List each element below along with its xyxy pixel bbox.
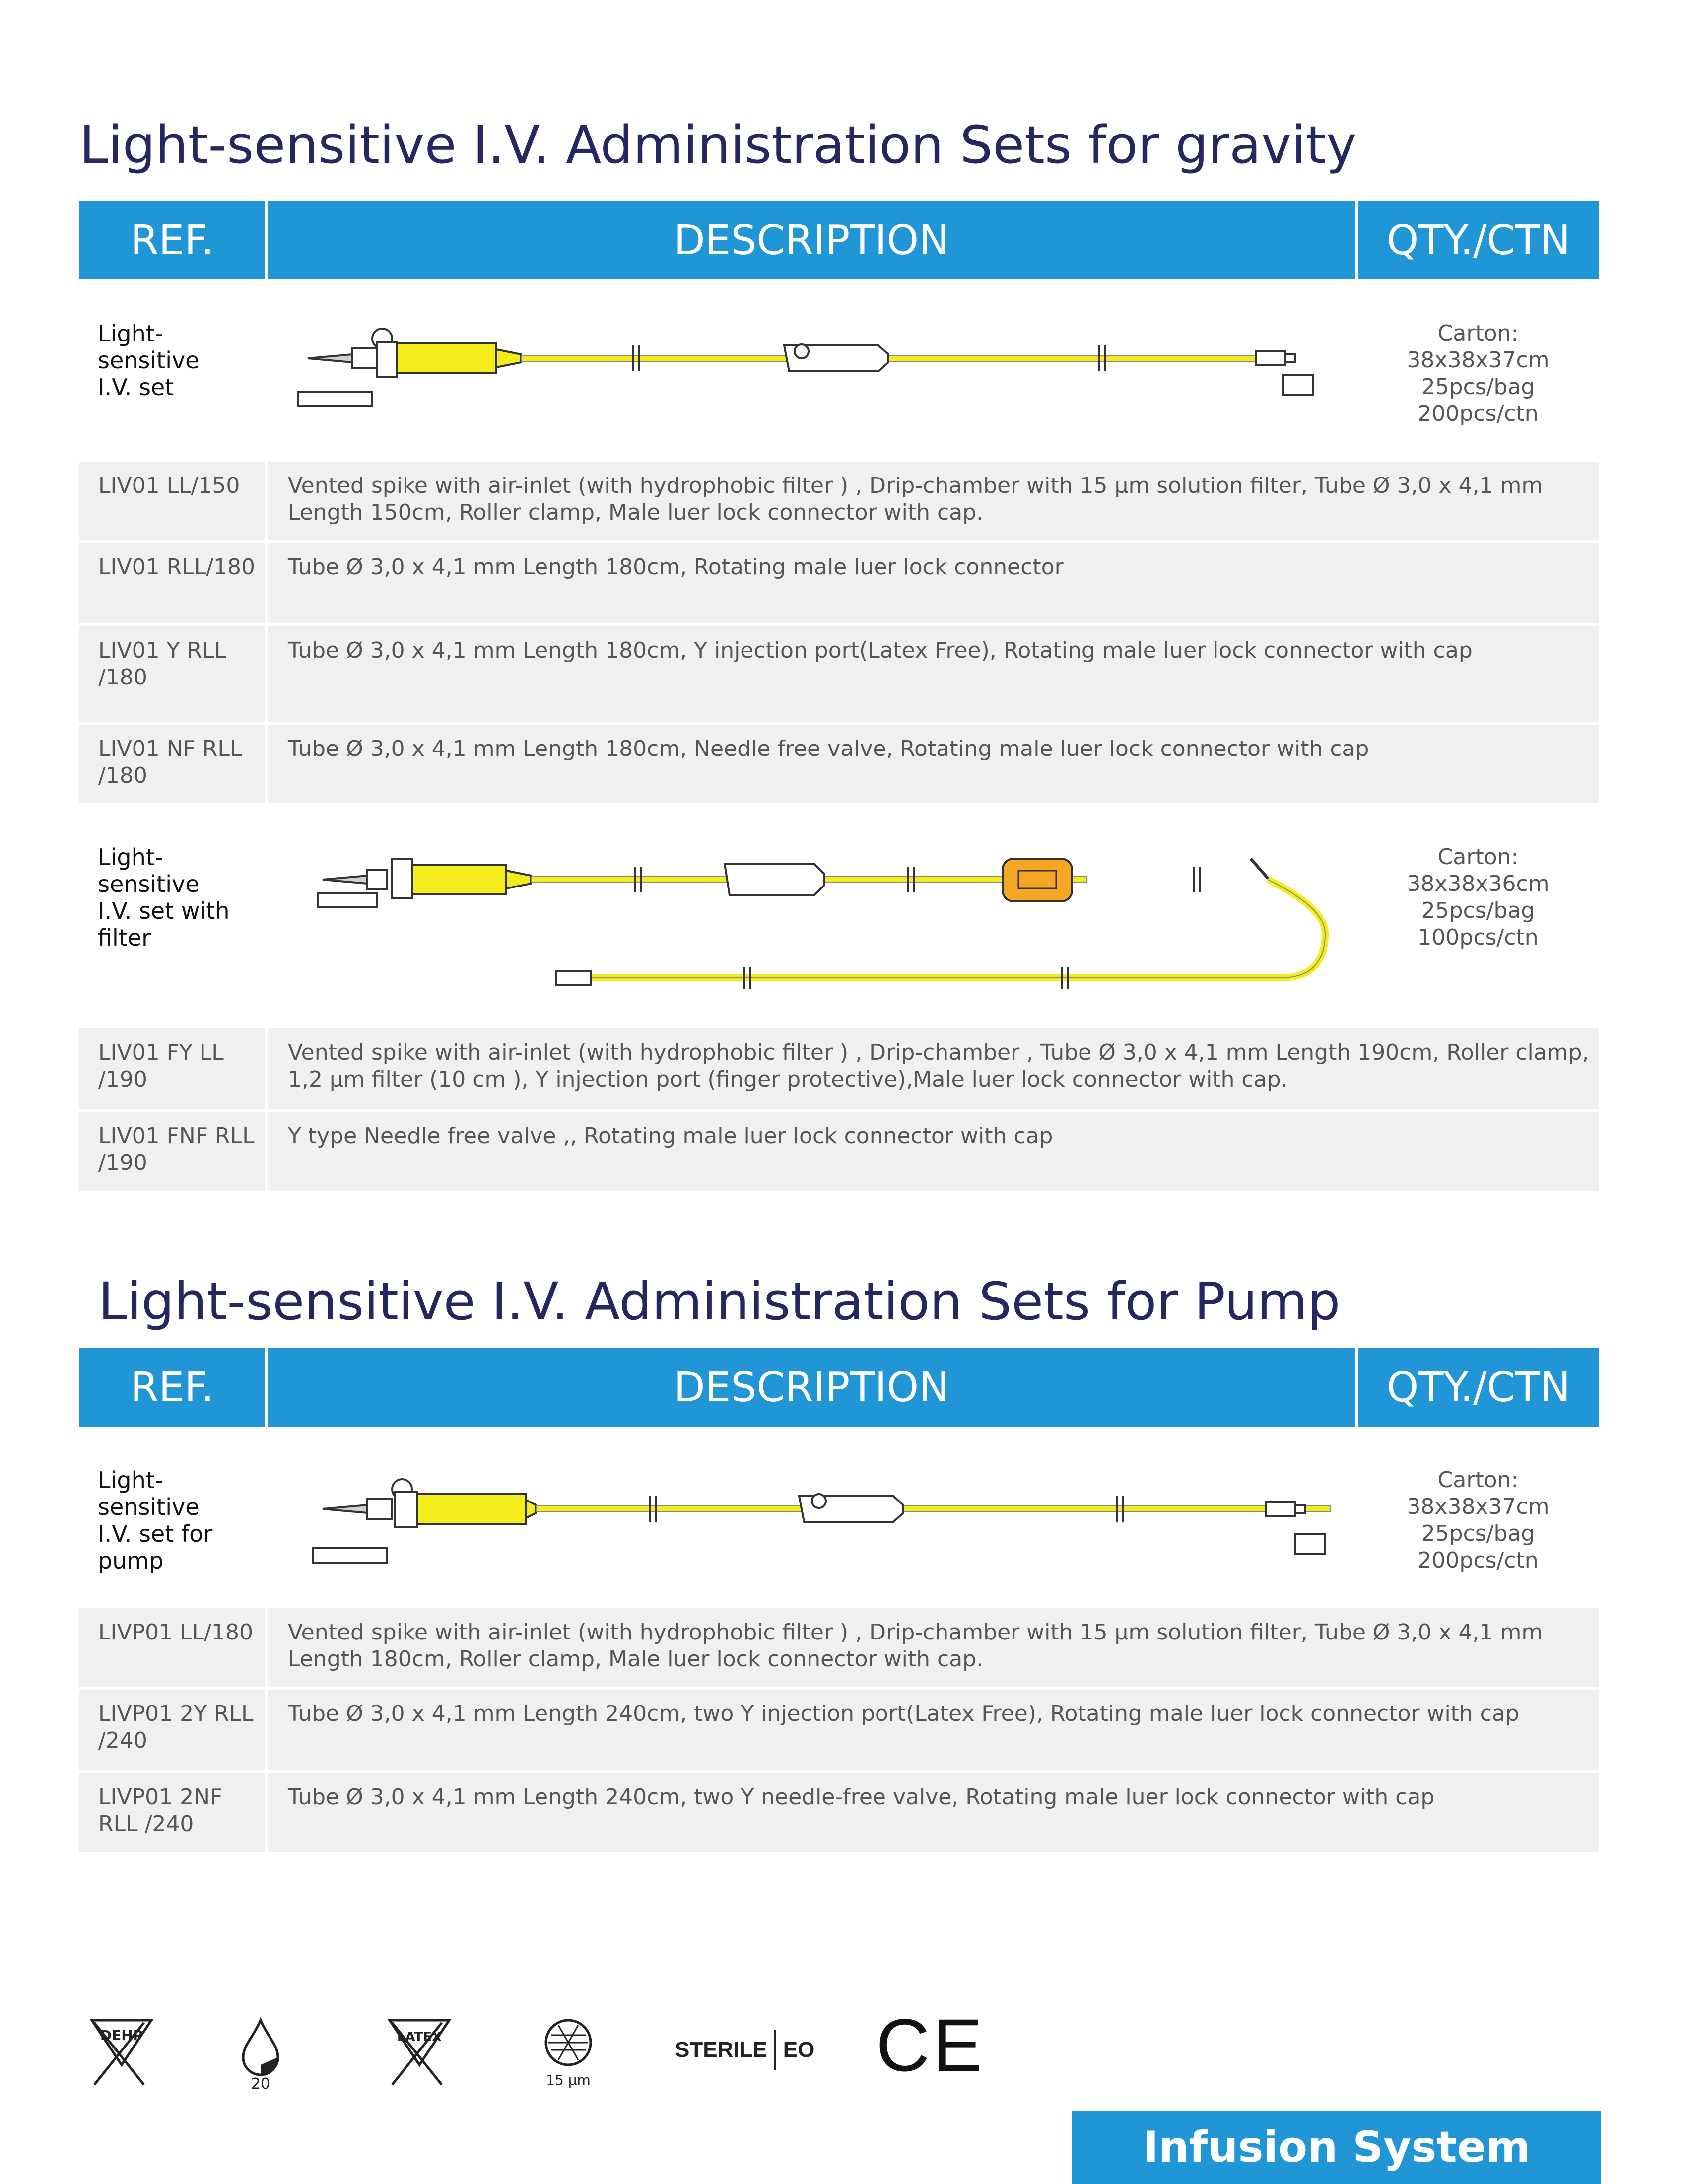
drip-chamber bbox=[417, 1494, 526, 1524]
table-row-ref: LIV01 Y RLL /180 bbox=[79, 626, 265, 722]
eo-label: EO bbox=[783, 2038, 815, 2062]
table-row-desc: Y type Needle free valve ,, Rotating male luer lock connector with cap bbox=[268, 1112, 1599, 1191]
drip-chamber bbox=[412, 865, 506, 894]
dehp-free-icon bbox=[82, 2010, 161, 2090]
table-row-desc: Tube Ø 3,0 x 4,1 mm Length 180cm, Needle free valve, Rotating male luer lock connector with cap bbox=[268, 725, 1599, 803]
table-row-desc: Tube Ø 3,0 x 4,1 mm Length 180cm, Rotating male luer lock connector bbox=[268, 543, 1599, 623]
filter-15um-icon bbox=[536, 2015, 601, 2090]
table-row-ref: LIVP01 LL/180 bbox=[79, 1608, 265, 1687]
qty-info bbox=[1369, 1467, 1587, 1574]
iv-set-pump-drawing bbox=[308, 1459, 1350, 1573]
spike-cap bbox=[298, 392, 372, 406]
table-row-desc: Tube Ø 3,0 x 4,1 mm Length 240cm, two Y injection port(Latex Free), Rotating male luer lock connector with cap bbox=[268, 1690, 1599, 1770]
drip-chamber bbox=[397, 343, 496, 373]
table-row-ref: LIVP01 2Y RLL /240 bbox=[79, 1690, 265, 1770]
roller-clamp bbox=[784, 344, 888, 371]
qty-line: 25pcs/bag bbox=[1421, 898, 1535, 923]
product-name: Light- sensitive I.V. set bbox=[98, 320, 200, 401]
spike bbox=[308, 329, 397, 377]
sterile-divider bbox=[774, 2030, 776, 2070]
qty-line: 25pcs/bag bbox=[1421, 1521, 1535, 1546]
qty-line: 200pcs/ctn bbox=[1418, 1548, 1539, 1573]
luer-connector bbox=[1256, 351, 1285, 365]
table-row-ref: LIV01 FY LL /190 bbox=[79, 1028, 265, 1109]
header-description: DESCRIPTION bbox=[268, 1348, 1355, 1427]
table-row-ref: LIVP01 2NF RLL /240 bbox=[79, 1773, 265, 1852]
cap bbox=[1283, 375, 1313, 395]
svg-text:DEHP: DEHP bbox=[100, 2027, 143, 2044]
header-qty: QTY./CTN bbox=[1358, 1348, 1599, 1427]
product-name: Light- sensitive I.V. set for pump bbox=[98, 1467, 213, 1574]
table-row-ref: LIV01 LL/150 bbox=[79, 462, 265, 540]
svg-text:LATEX: LATEX bbox=[397, 2030, 442, 2045]
luer-connector bbox=[556, 971, 591, 985]
qty-info bbox=[1369, 844, 1587, 951]
iv-set-drawing bbox=[293, 313, 1345, 412]
ce-mark-icon: CE bbox=[876, 2003, 986, 2087]
table-row-desc: Tube Ø 3,0 x 4,1 mm Length 180cm, Y injection port(Latex Free), Rotating male luer lock connector with cap bbox=[268, 626, 1599, 722]
qty-line: 200pcs/ctn bbox=[1418, 401, 1539, 426]
product-name: Light- sensitive I.V. set with filter bbox=[98, 844, 230, 951]
header-ref: REF. bbox=[79, 201, 265, 279]
table-row-ref: LIV01 FNF RLL /190 bbox=[79, 1112, 265, 1191]
table-row-desc: Vented spike with air-inlet (with hydrophobic filter ) , Drip-chamber , Tube Ø 3,0 x 4,1 mm Length 190cm, Roller clamp, 1,2 µm filter (10 cm ), Y injection port (finger protective),Male luer lock connector with cap. bbox=[268, 1028, 1599, 1109]
header-ref: REF. bbox=[79, 1348, 265, 1427]
luer-connector bbox=[1266, 1502, 1295, 1516]
roller-clamp bbox=[725, 864, 824, 895]
section1-title: Light-sensitive I.V. Administration Sets for gravity bbox=[79, 115, 1357, 175]
table-row-desc: Vented spike with air-inlet (with hydrophobic filter ) , Drip-chamber with 15 µm solution filter, Tube Ø 3,0 x 4,1 mm Length 150cm, Roller clamp, Male luer lock connector with cap. bbox=[268, 462, 1599, 540]
table-row-desc: Vented spike with air-inlet (with hydrophobic filter ) , Drip-chamber with 15 µm solution filter, Tube Ø 3,0 x 4,1 mm Length 180cm, Roller clamp, Male luer lock connector with cap. bbox=[268, 1608, 1599, 1687]
qty-line: 25pcs/bag bbox=[1421, 374, 1535, 400]
sterile-eo-icon bbox=[675, 2030, 814, 2070]
spike-cap bbox=[318, 893, 377, 907]
y-port bbox=[1251, 859, 1268, 879]
table-row-desc: Tube Ø 3,0 x 4,1 mm Length 240cm, two Y needle-free valve, Rotating male luer lock connector with cap bbox=[268, 1773, 1599, 1852]
header-qty: QTY./CTN bbox=[1358, 201, 1599, 279]
sterile-label: STERILE bbox=[675, 2038, 767, 2062]
tube bbox=[521, 355, 1285, 361]
iv-set-filter-drawing bbox=[308, 834, 1350, 1003]
qty-line: 100pcs/ctn bbox=[1418, 925, 1539, 950]
qty-line: Carton: 38x38x37cm bbox=[1407, 1467, 1550, 1519]
section2-title: Light-sensitive I.V. Administration Sets for Pump bbox=[98, 1271, 1341, 1332]
table-row-ref: LIV01 NF RLL /180 bbox=[79, 725, 265, 803]
tube-curve bbox=[581, 880, 1325, 978]
latex-free-icon bbox=[380, 2010, 459, 2090]
qty-info bbox=[1369, 320, 1587, 427]
qty-line: Carton: 38x38x37cm bbox=[1407, 321, 1550, 373]
cap bbox=[1295, 1534, 1325, 1554]
table-row-ref: LIV01 RLL/180 bbox=[79, 543, 265, 623]
svg-text:15 µm: 15 µm bbox=[546, 2072, 591, 2088]
header-description: DESCRIPTION bbox=[268, 201, 1355, 279]
drops-icon bbox=[233, 2015, 293, 2090]
spike-cap bbox=[313, 1548, 387, 1563]
roller-clamp bbox=[799, 1494, 903, 1522]
footer-badge: Infusion System bbox=[1072, 2111, 1601, 2184]
svg-text:20: 20 bbox=[251, 2075, 270, 2090]
qty-line: Carton: 38x38x36cm bbox=[1407, 844, 1550, 896]
